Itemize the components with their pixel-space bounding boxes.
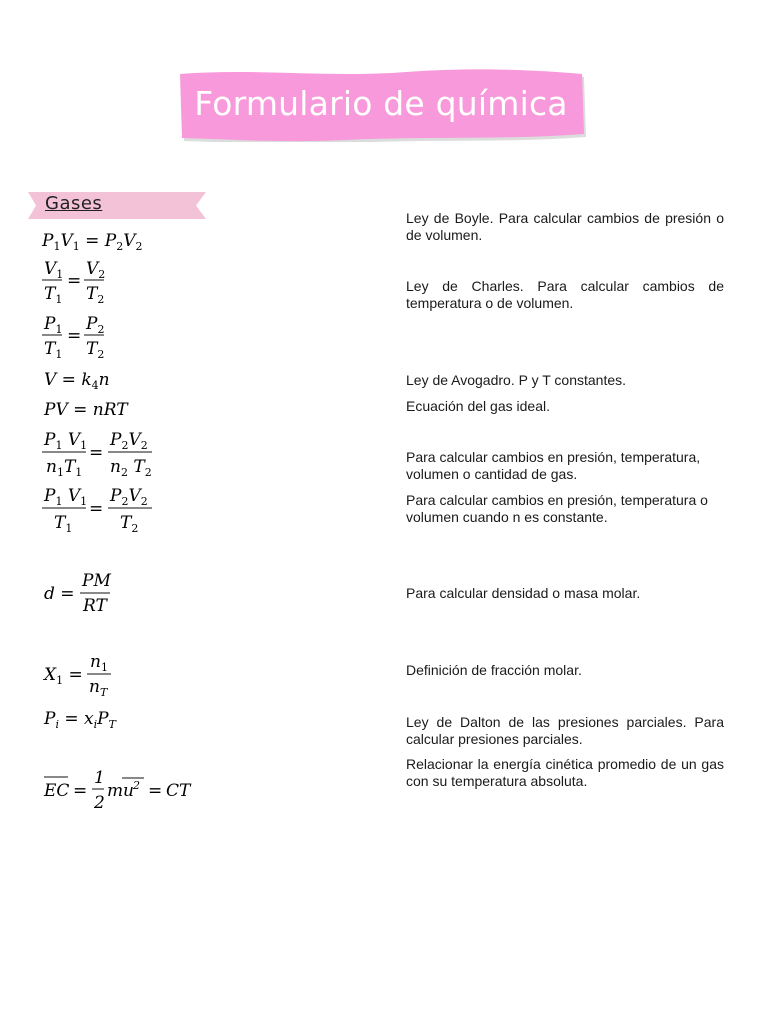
svg-text:V1: $V_1$ — [44, 259, 64, 281]
svg-text:=: = — [89, 499, 104, 519]
page-title: Formulario de química — [194, 84, 568, 123]
description-avogadro: Ley de Avogadro. P y T constantes. — [406, 372, 627, 388]
equation-avogadro-math — [40, 368, 160, 392]
section-tag — [28, 192, 208, 219]
svg-text:P2V2: $P_2V_2$ — [110, 430, 148, 452]
equation-avogadro — [40, 368, 160, 397]
svg-text:=: = — [148, 781, 163, 801]
svg-text:RT: RT — [83, 596, 107, 616]
svg-text:T1: $T_1$ — [44, 339, 63, 360]
equation-boyle-math — [40, 228, 180, 252]
svg-text:d =: d = — [44, 584, 75, 604]
section-label: Gases — [45, 193, 103, 214]
equation-gay-lussac-math — [40, 312, 160, 360]
equation-combined — [40, 484, 200, 539]
svg-text:1: 1 — [94, 768, 105, 788]
svg-text:n1: $n_1$ — [90, 652, 108, 674]
description-combined: Para calcular cambios en presión, temperatura o volumen cuando n es constante. — [406, 492, 708, 525]
svg-text:T2: $T_2$ — [86, 284, 105, 305]
svg-text:EC: EC — [44, 781, 70, 801]
svg-text:nT: $n_T$ — [89, 677, 108, 699]
svg-text:P1V1 = P2V2: $P_1V_1 = P_2V_2$ — [42, 231, 143, 252]
description-kinetic-energy: Relacionar la energía cinética promedio de un gas con su temperatura absoluta. — [406, 756, 724, 789]
svg-text:P1 V1: $P_1$ $V_1$ — [44, 486, 88, 508]
equation-density-math — [40, 569, 160, 617]
title-banner — [176, 66, 586, 142]
svg-text:n1T1: $n_1T_1$ — [46, 457, 83, 478]
svg-text:=: = — [67, 271, 82, 291]
equation-mole-fraction — [40, 652, 160, 705]
description-boyle: Ley de Boyle. Para calcular cambios de presión o de volumen. — [406, 210, 724, 243]
equation-charles — [40, 257, 160, 310]
svg-text:m: m — [107, 781, 124, 801]
equation-combined-n — [40, 428, 200, 483]
equation-ideal-gas — [40, 398, 160, 427]
svg-text:=: = — [67, 326, 82, 346]
svg-text:PM: PM — [82, 571, 111, 591]
svg-text:u: u — [123, 781, 134, 801]
equation-combined-math — [40, 484, 200, 534]
equation-charles-math — [40, 257, 160, 305]
equation-boyle — [40, 228, 180, 257]
equation-density — [40, 569, 160, 622]
svg-text:T2: $T_2$ — [120, 513, 139, 534]
equation-mole-fraction-math — [40, 652, 160, 700]
description-charles: Ley de Charles. Para calcular cambios de temperatura o de volumen. — [406, 278, 724, 311]
svg-text:P2V2: $P_2V_2$ — [110, 486, 148, 508]
equation-gay-lussac — [40, 312, 160, 365]
equation-kinetic-energy-math — [40, 766, 210, 816]
svg-text:P2: $P_2$ — [86, 314, 105, 336]
equation-dalton-math — [40, 708, 160, 732]
description-mole-fraction: Definición de fracción molar. — [406, 662, 582, 678]
svg-text:PV = nRT: PV = nRT — [44, 400, 128, 420]
svg-text:T1: $T_1$ — [54, 513, 73, 534]
equation-ideal-gas-math — [40, 398, 160, 422]
description-ideal-gas: Ecuación del gas ideal. — [406, 398, 550, 414]
svg-text:n2 T2: $n_2$ $T_2$ — [110, 457, 152, 478]
svg-text:=: = — [89, 443, 104, 463]
equation-combined-n-math — [40, 428, 200, 478]
description-combined-n: Para calcular cambios en presión, temperatura, volumen o cantidad de gas. — [406, 449, 701, 482]
svg-text:Pi = xiPT: $P_i = x_iP_T$ — [44, 709, 116, 731]
svg-text:T1: $T_1$ — [44, 284, 63, 305]
svg-text:CT: CT — [166, 781, 191, 801]
description-density: Para calcular densidad o masa molar. — [406, 585, 641, 601]
svg-text:V = k4n: $V = k_4n$ — [44, 370, 110, 392]
description-dalton: Ley de Dalton de las presiones parciales. Para calcular presiones parciales. — [406, 714, 724, 747]
svg-text:=: = — [73, 781, 88, 801]
svg-text:T2: $T_2$ — [86, 339, 105, 360]
svg-text:P1: $P_1$ — [44, 314, 63, 336]
svg-text:2: 2 — [133, 779, 140, 792]
equation-dalton — [40, 708, 160, 737]
svg-text:X1 =: $X_1$ = — [44, 665, 83, 687]
svg-text:2: 2 — [94, 793, 105, 813]
svg-text:P1 V1: $P_1$ $V_1$ — [44, 430, 88, 452]
svg-text:V2: $V_2$ — [86, 259, 106, 281]
equation-kinetic-energy — [40, 766, 210, 821]
